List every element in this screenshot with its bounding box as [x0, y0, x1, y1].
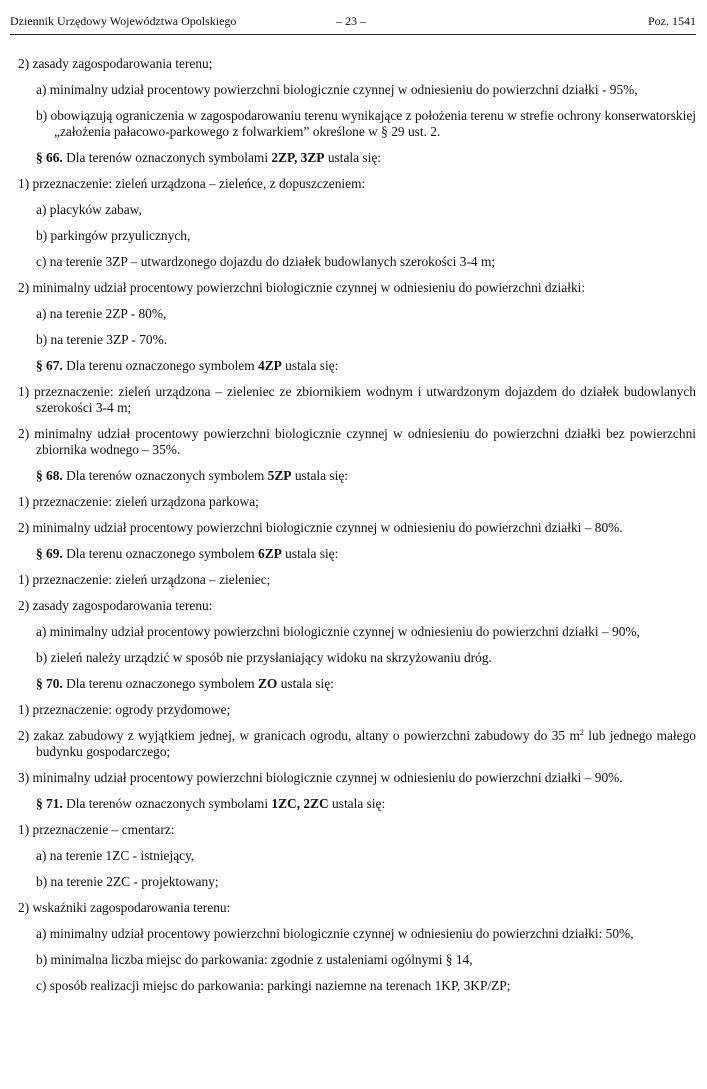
item-text: 2) zasady zagospodarowania terenu; [18, 56, 213, 71]
item-text: c) na terenie 3ZP – utwardzonego dojazdu do działek budowlanych szerokości 3-4 m; [36, 254, 496, 269]
list-item [18, 384, 696, 416]
sub-list-item [18, 624, 696, 640]
item-text: 1) przeznaczenie: ogrody przydomowe; [18, 702, 231, 717]
section-text: Dla terenów oznaczonych symbolami [62, 796, 272, 811]
sub-list-item [18, 848, 696, 864]
page-header [10, 12, 696, 35]
section-number: § 68. [36, 468, 63, 483]
section-text: Dla terenu oznaczonego symbolem [62, 358, 258, 373]
section-text-end: ustala się: [281, 358, 339, 373]
position-number: Poz. 1541 [648, 14, 696, 28]
item-text: 2) zakaz zabudowy z wyjątkiem jednej, w granicach ogrodu, altany o powierzchni zabudowy do 35 m [18, 728, 580, 743]
section-symbols: 6ZP [258, 546, 282, 561]
section-text: Dla terenu oznaczonego symbolem [62, 546, 258, 561]
section-heading [18, 468, 696, 484]
section-number: § 66. [36, 150, 63, 165]
item-text: 3) minimalny udział procentowy powierzchni biologicznie czynnej w odniesieniu do powierzchni działki – 90%. [18, 770, 623, 785]
list-item [18, 900, 696, 916]
sub-list-item [18, 874, 696, 890]
list-item [18, 426, 696, 458]
item-text: b) na terenie 2ZC - projektowany; [36, 874, 219, 889]
superscript: 2 [579, 728, 584, 737]
sub-list-item [18, 650, 696, 666]
sub-list-item [18, 254, 696, 270]
list-item [18, 56, 696, 72]
item-text: a) placyków zabaw, [36, 202, 142, 217]
item-text: 2) minimalny udział procentowy powierzchni biologicznie czynnej w odniesieniu do powierzchni działki bez powierzchni zbiornika wodnego – 35%. [18, 426, 696, 457]
list-item [18, 598, 696, 614]
item-text: 2) zasady zagospodarowania terenu: [18, 598, 213, 613]
list-item [18, 520, 696, 536]
section-text: Dla terenów oznaczonych symbolami [62, 150, 272, 165]
section-symbols: 1ZC, 2ZC [271, 796, 329, 811]
sub-list-item [18, 228, 696, 244]
item-text: c) sposób realizacji miejsc do parkowania: parkingi naziemne na terenach 1KP, 3KP/ZP; [36, 978, 511, 993]
section-heading [18, 150, 696, 166]
item-text: 2) minimalny udział procentowy powierzchni biologicznie czynnej w odniesieniu do powierzchni działki – 80%. [18, 520, 623, 535]
item-text: a) minimalny udział procentowy powierzchni biologicznie czynnej w odniesieniu do powierzchni działki - 95%, [36, 82, 638, 97]
document-body [18, 56, 696, 1004]
page-number: – 23 – [336, 14, 366, 28]
sub-list-item [18, 926, 696, 942]
item-text: 1) przeznaczenie – cmentarz: [18, 822, 175, 837]
section-symbols: 5ZP [267, 468, 292, 483]
section-number: § 71. [36, 796, 63, 811]
item-text: 1) przeznaczenie: zieleń urządzona – zieleniec ze zbiornikiem wodnym i utwardzonym dojazdem do działek budowlanych szerokości 3-4 m; [18, 384, 696, 415]
list-item [18, 176, 696, 192]
section-symbols: 2ZP, 3ZP [271, 150, 325, 165]
sub-list-item [18, 332, 696, 348]
item-text: a) na terenie 1ZC - istniejący, [36, 848, 195, 863]
item-text: b) parkingów przyulicznych, [36, 228, 191, 243]
list-item [18, 702, 696, 718]
section-number: § 67. [36, 358, 63, 373]
section-heading [18, 358, 696, 374]
section-text-end: ustala się: [324, 150, 381, 165]
item-text: 2) minimalny udział procentowy powierzchni biologicznie czynnej w odniesieniu do powierzchni działki: [18, 280, 586, 295]
item-text-cont: lub jednego małego budynku gospodarczego; [36, 728, 696, 759]
section-text-end: ustala się: [291, 468, 349, 483]
sub-list-item [18, 82, 696, 98]
sub-list-item [18, 306, 696, 322]
section-text: Dla terenu oznaczonego symbolem [62, 676, 258, 691]
item-text: 1) przeznaczenie: zieleń urządzona parkowa; [18, 494, 259, 509]
list-item [18, 770, 696, 786]
list-item [18, 822, 696, 838]
item-text: b) minimalna liczba miejsc do parkowania: zgodnie z ustaleniami ogólnymi § 14, [36, 952, 473, 967]
item-text: a) minimalny udział procentowy powierzchni biologicznie czynnej w odniesieniu do powierzchni działki – 90%, [36, 624, 640, 639]
section-text-end: ustala się: [328, 796, 386, 811]
item-text: 1) przeznaczenie: zieleń urządzona – zieleniec; [18, 572, 271, 587]
section-heading [18, 676, 696, 692]
list-item [18, 494, 696, 510]
section-number: § 69. [36, 546, 63, 561]
section-text-end: ustala się: [277, 676, 334, 691]
item-text: b) na terenie 3ZP - 70%. [36, 332, 168, 347]
sub-list-item [18, 202, 696, 218]
sub-list-item [18, 952, 696, 968]
journal-title: Dziennik Urzędowy Województwa Opolskiego [10, 14, 237, 28]
section-symbols: 4ZP [258, 358, 282, 373]
item-text: b) zieleń należy urządzić w sposób nie przysłaniający widoku na skrzyżowaniu dróg. [36, 650, 492, 665]
list-item [18, 728, 696, 760]
section-symbols: ZO [258, 676, 278, 691]
list-item [18, 280, 696, 296]
sub-list-item [18, 978, 696, 994]
section-text: Dla terenów oznaczonych symbolem [62, 468, 268, 483]
section-heading [18, 546, 696, 562]
item-text: a) na terenie 2ZP - 80%, [36, 306, 167, 321]
item-text: b) obowiązują ograniczenia w zagospodarowaniu terenu wynikające z położenia terenu w strefie ochrony konserwatorskiej „założenia pałacowo-parkowego z folwarkiem” określone w § 29 ust. 2. [36, 108, 696, 139]
section-heading [18, 796, 696, 812]
sub-list-item [18, 108, 696, 140]
item-text: 2) wskaźniki zagospodarowania terenu: [18, 900, 231, 915]
item-text: 1) przeznaczenie: zieleń urządzona – zieleńce, z dopuszczeniem: [18, 176, 366, 191]
item-text: a) minimalny udział procentowy powierzchni biologicznie czynnej w odniesieniu do powierzchni działki: 50%, [36, 926, 634, 941]
section-text-end: ustala się: [281, 546, 339, 561]
section-number: § 70. [36, 676, 63, 691]
list-item [18, 572, 696, 588]
